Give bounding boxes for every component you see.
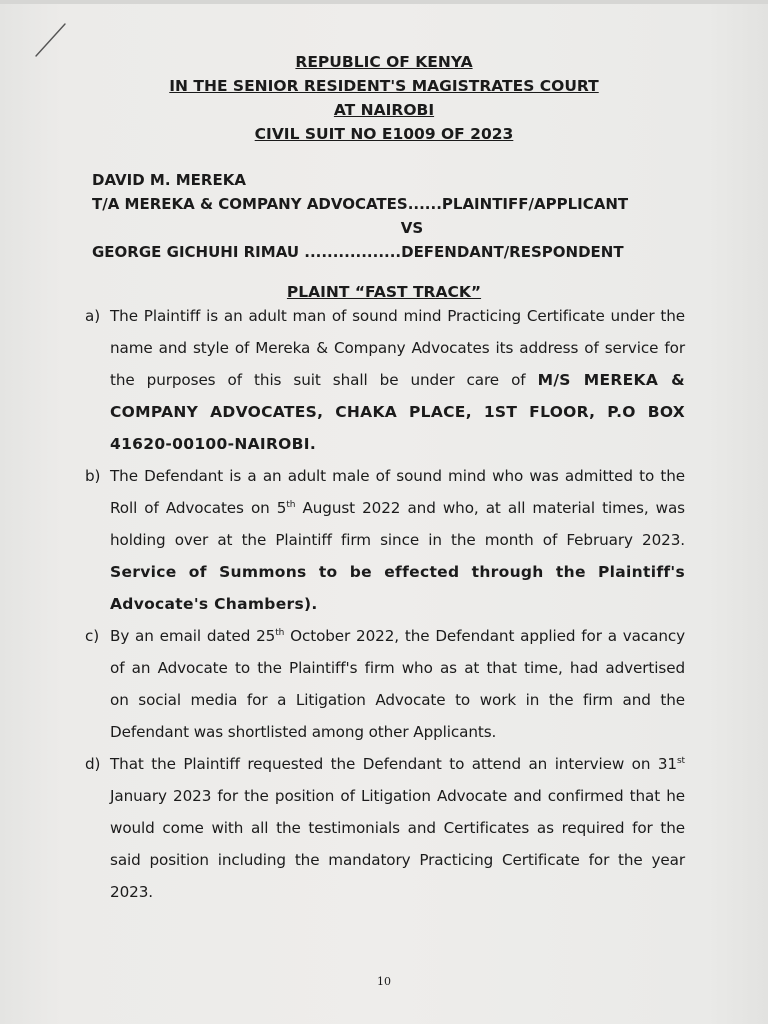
clause-line (110, 494, 685, 526)
clause-line: said position including the mandatory Practicing Certificate for the year (110, 851, 685, 869)
clause-line: The Plaintiff is an adult man of sound mind Practicing Certificate under the (110, 307, 685, 325)
clause-text: Roll of Advocates on 5 (110, 499, 287, 517)
clause-line: name and style of Mereka & Company Advocates its address of service for (110, 339, 685, 357)
clause-marker: d) (85, 755, 101, 773)
clause-line: would come with all the testimonials and Certificates as required for the (110, 819, 685, 837)
ordinal-suffix: th (286, 499, 296, 510)
page-number: 10 (377, 975, 391, 988)
clause-b (85, 462, 685, 622)
plaint-clauses (85, 302, 685, 910)
clause-line: The Defendant is a an adult male of sound mind who was admitted to the (110, 467, 685, 485)
clause-marker: a) (85, 307, 101, 325)
clause-bold-line: Service of Summons to be effected through the Plaintiff's (110, 563, 685, 581)
clause-marker: c) (85, 627, 100, 645)
clause-text: October 2022, the Defendant applied for a vacancy (284, 627, 685, 645)
clause-d (85, 750, 685, 910)
clause-line: of an Advocate to the Plaintiff's firm who as at that time, had advertised (110, 659, 685, 677)
clause-text: August 2022 and who, at all material times, was (295, 499, 685, 517)
clause-line: on social media for a Litigation Advocate to work in the firm and the (110, 691, 685, 709)
plaintiff-trading-as: T/A MEREKA & COMPANY ADVOCATES......PLAINTIFF/APPLICANT (92, 195, 629, 213)
clause-bold-line: 41620-00100-NAIROBI. (110, 435, 317, 453)
header-court: IN THE SENIOR RESIDENT'S MAGISTRATES COURT (169, 77, 599, 95)
versus-label: VS (400, 219, 424, 237)
clause-line: 2023. (110, 883, 153, 901)
court-header (0, 50, 768, 146)
clause-line (110, 622, 685, 654)
header-location: AT NAIROBI (333, 101, 435, 119)
ordinal-suffix: th (275, 627, 285, 638)
clause-text: By an email dated 25 (110, 627, 276, 645)
parties-block (92, 168, 692, 264)
clause-line: January 2023 for the position of Litigation Advocate and confirmed that he (110, 787, 685, 805)
clause-line: Defendant was shortlisted among other Applicants. (110, 723, 497, 741)
plaint-title: PLAINT “FAST TRACK” (286, 283, 482, 301)
scan-top-edge (0, 0, 768, 4)
clause-bold-line: COMPANY ADVOCATES, CHAKA PLACE, 1ST FLOOR, P.O BOX (110, 403, 685, 421)
clause-text: That the Plaintiff requested the Defendant to attend an interview on 31 (110, 755, 677, 773)
clause-a (85, 302, 685, 462)
clause-bold-line: Advocate's Chambers). (110, 595, 318, 613)
header-republic: REPUBLIC OF KENYA (295, 53, 473, 71)
clause-line (110, 750, 685, 782)
clause-bold-text: M/S MEREKA & (537, 371, 685, 389)
clause-marker: b) (85, 467, 101, 485)
clause-line (110, 366, 685, 398)
header-suit-number: CIVIL SUIT NO E1009 OF 2023 (254, 125, 514, 143)
defendant-name: GEORGE GICHUHI RIMAU .................DEFENDANT/RESPONDENT (92, 243, 624, 261)
plaintiff-name: DAVID M. MEREKA (92, 171, 246, 189)
ordinal-suffix: st (676, 755, 685, 766)
clause-line: holding over at the Plaintiff firm since in the month of February 2023. (110, 531, 685, 549)
clause-text: the purposes of this suit shall be under care of (110, 371, 526, 389)
clause-c (85, 622, 685, 750)
